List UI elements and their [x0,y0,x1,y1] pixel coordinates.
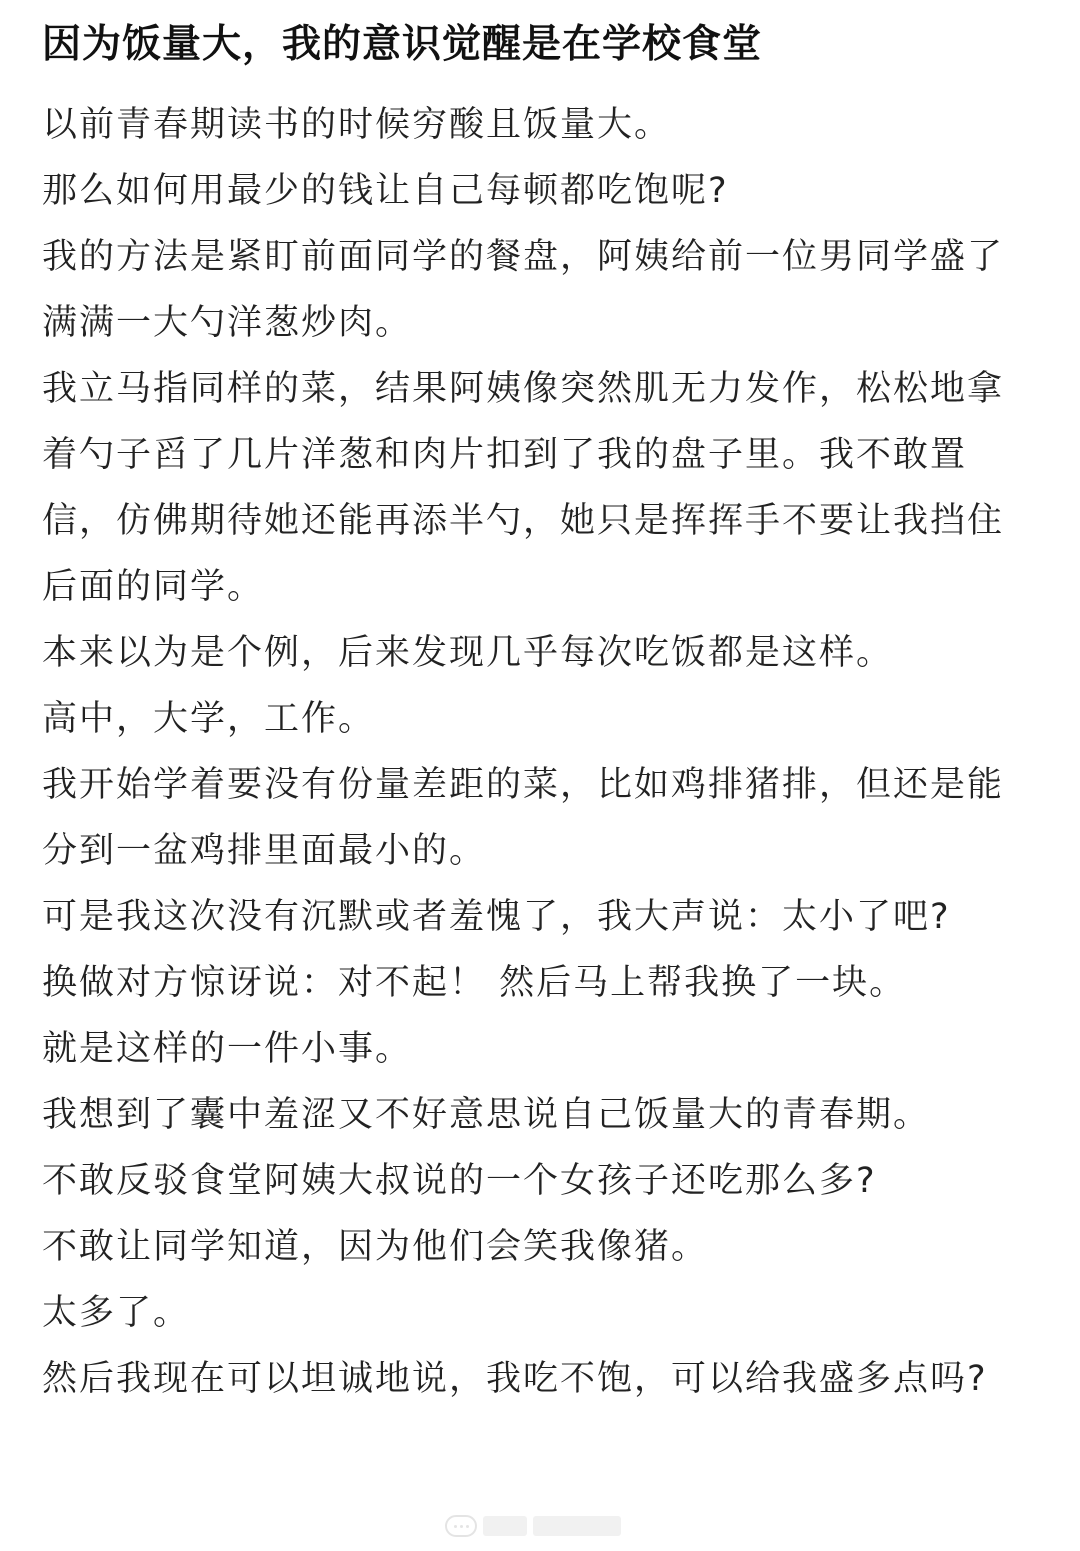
post-paragraph: 换做对方惊讶说：对不起！ 然后马上帮我换了一块。 [42,963,907,1003]
post-body [42,92,1032,1412]
watermark-mark [533,1516,621,1536]
post-paragraph: 太多了。 [42,1293,191,1333]
post-paragraph: 我立马指同样的菜，结果阿姨像突然肌无力发作，松松地拿着勺子舀了几片洋葱和肉片扣到了我的盘子里。我不敢置信，仿佛期待她还能再添半勺，她只是挥挥手不要让我挡住后面的同学。 [42,369,1005,607]
post-title: 因为饭量大，我的意识觉醒是在学校食堂 [42,22,763,67]
watermark-mark [483,1516,527,1536]
post-paragraph: 不敢反驳食堂阿姨大叔说的一个女孩子还吃那么多? [42,1161,877,1201]
speech-bubble-icon [445,1515,477,1537]
post-paragraph: 那么如何用最少的钱让自己每顿都吃饱呢? [42,171,729,211]
post-paragraph: 我开始学着要没有份量差距的菜，比如鸡排猪排，但还是能分到一盆鸡排里面最小的。 [42,765,1005,871]
post-paragraph: 本来以为是个例，后来发现几乎每次吃饭都是这样。 [42,633,894,673]
post-paragraph: 以前青春期读书的时候穷酸且饭量大。 [42,105,672,145]
post-paragraph: 就是这样的一件小事。 [42,1029,413,1069]
post-content [42,18,1032,1412]
post-paragraph: 高中，大学，工作。 [42,699,376,739]
watermark [445,1512,621,1540]
post-paragraph: 不敢让同学知道，因为他们会笑我像猪。 [42,1227,709,1267]
post-paragraph: 可是我这次没有沉默或者羞愧了，我大声说：太小了吧? [42,897,951,937]
post-paragraph: 我想到了囊中羞涩又不好意思说自己饭量大的青春期。 [42,1095,931,1135]
post-paragraph: 然后我现在可以坦诚地说，我吃不饱，可以给我盛多点吗? [42,1359,988,1399]
post-paragraph: 我的方法是紧盯前面同学的餐盘，阿姨给前一位男同学盛了满满一大勺洋葱炒肉。 [42,237,1005,343]
